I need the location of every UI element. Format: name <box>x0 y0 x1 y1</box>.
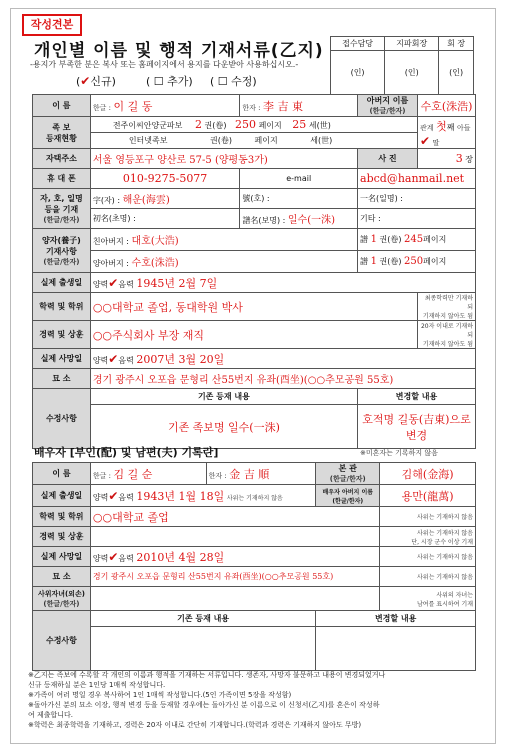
edu-note: 최종학력만 기재하되 기재하지 않아도 됨 <box>417 293 475 321</box>
death-label: 실제 사망일 <box>33 349 91 369</box>
fix-header-new: 변경할 내용 <box>358 389 476 405</box>
approval-table <box>330 36 474 95</box>
spouse-edu-label: 학력 및 학위 <box>33 507 91 527</box>
photo-label: 사 진 <box>358 149 418 169</box>
lineage-row-1[interactable]: 전주이씨안양군파보 2 권(卷) 250 페이지 25 세(世) <box>90 117 417 133</box>
origin-value[interactable]: 김해(金海) <box>380 463 476 485</box>
son-check-icon: ✔ <box>419 133 431 148</box>
sample-stamp: 작성견본 <box>22 14 82 36</box>
spouse-grave-value[interactable]: 경기 광주시 오포읍 문형리 산55번지 유좌(酉坐)(○○추모공원 55호) <box>90 567 379 587</box>
spouse-fix-label: 수정사항 <box>33 611 91 671</box>
lineage-row-2[interactable]: 인터넷족보 권(卷) 페이지 세(世) <box>90 133 417 149</box>
spouse-section-title: 배우자 [부인(配) 및 남편(夫) 기록란] <box>34 446 219 459</box>
footer-line: ※학력은 최종학력을 기재하고, 경력은 20자 이내로 간단히 기재합니다.(학력과 경력은 기재하지 않아도 무방) <box>28 721 362 729</box>
child-label: 사위자녀(외손) (한글/한자) <box>33 587 91 611</box>
approval-seal-3: (인) <box>439 51 474 95</box>
father-label: 아버지 이름 (한글/한자) <box>358 95 418 117</box>
check-mark-icon: ✔ <box>80 74 91 88</box>
footer-line: 여 제출합니다. <box>28 711 74 719</box>
approval-h3: 회 장 <box>439 37 474 51</box>
adopt-label: 양자(養子) 기재사항 (한글/한자) <box>33 229 91 273</box>
name-label: 이 름 <box>33 95 91 117</box>
spouse-note: ※미혼자는 기록하지 않음 <box>360 449 438 457</box>
address-label: 자택주소 <box>33 149 91 169</box>
footer-line: ※乙지는 족보에 수록할 각 개인의 이름과 행적을 기재하는 서류입니다. 생존자, 사망자 불문하고 내용이 변경되었거나 <box>28 671 386 679</box>
grave-label: 묘 소 <box>33 369 91 389</box>
spouse-death-note: 사위는 기재하지 않음 <box>380 547 476 567</box>
address-value[interactable]: 서울 영등포구 양산로 57-5 (양평동3가) <box>90 149 357 169</box>
child-note: 사위의 자녀는 남여를 표시하여 기재 <box>380 587 476 611</box>
career-label: 경력 및 상훈 <box>33 321 91 349</box>
fix-label: 수정사항 <box>33 389 91 449</box>
lineage-label: 족 보 등재현황 <box>33 117 91 149</box>
birth-value: 1945년 2월 7일 <box>136 276 218 290</box>
phone-value[interactable]: 010-9275-5077 <box>90 169 240 189</box>
death-value: 2007년 3월 20일 <box>136 352 225 366</box>
other-cell[interactable]: 기타 : <box>358 209 476 229</box>
spouse-fix-header-new: 변경할 내용 <box>316 611 476 627</box>
relation-cell[interactable]: 관계 첫째 아들✔ 딸 <box>417 117 475 149</box>
career-value[interactable]: ○○주식회사 부장 재직 <box>90 321 417 349</box>
name-han-cell[interactable]: 한자 : 李 吉 東 <box>240 95 358 117</box>
alias-label: 자, 호, 일명 등을 기재 (한글/한자) <box>33 189 91 229</box>
check-add[interactable]: ( ☐ 추가) <box>146 75 193 88</box>
birth-cell[interactable]: 양력✔음력 1945년 2월 7일 <box>90 273 475 293</box>
chomyeong-cell[interactable]: 初名(초명) : <box>90 209 240 229</box>
form-title: 개인별 이름 및 행적 기재서류(乙지) <box>34 41 324 61</box>
person-table <box>32 94 476 449</box>
spouse-grave-note: 사위는 기재하지 않음 <box>380 567 476 587</box>
bio-father-page[interactable]: 譜 1 권(卷) 245페이지 <box>358 229 476 251</box>
spouse-career-label: 경력 및 상훈 <box>33 527 91 547</box>
form-subtitle: -용지가 부족한 분은 복사 또는 홈페이지에서 용지를 다운받아 사용하십시오.- <box>30 60 299 69</box>
spouse-death-cell[interactable]: 양력✔음력 2010년 4월 28일 <box>90 547 379 567</box>
child-value[interactable] <box>90 587 379 611</box>
name-han-value: 李 吉 東 <box>263 99 304 113</box>
edu-value[interactable]: ○○대학교 졸업, 동대학원 박사 <box>90 293 417 321</box>
fix-header-old: 기존 등재 내용 <box>90 389 357 405</box>
spouse-career-note: 사위는 기재하지 않음 단, 시장 군수 이상 기재 <box>380 527 476 547</box>
spouse-birth-cell[interactable]: 양력✔음력 1943년 1월 18일 사위는 기재하지 않음 <box>90 485 315 507</box>
edu-label: 학력 및 학위 <box>33 293 91 321</box>
spouse-fix-new[interactable] <box>316 627 476 671</box>
approval-h1: 접수담당 <box>331 37 385 51</box>
spouse-career-value[interactable] <box>90 527 379 547</box>
ilmyeong-cell[interactable]: 一名(일명) : <box>358 189 476 209</box>
birth-label: 실제 출생일 <box>33 273 91 293</box>
death-cell[interactable]: 양력✔음력 2007년 3월 20일 <box>90 349 475 369</box>
spouse-fix-old[interactable] <box>90 627 315 671</box>
approval-seal-1: (인) <box>331 51 385 95</box>
spouse-father-label: 배우자 아버지 이름 (한글/한자) <box>316 485 380 507</box>
career-note: 20자 이내로 기재하되 기재하지 않아도 됨 <box>417 321 475 349</box>
check-new[interactable]: (✔신규) <box>76 74 116 88</box>
origin-label: 본 관 (한글/한자) <box>316 463 380 485</box>
name-kor-cell[interactable]: 한글 : 이 길 동 <box>90 95 240 117</box>
name-kor-value: 이 길 동 <box>113 99 153 113</box>
approval-seal-2: (인) <box>385 51 439 95</box>
spouse-grave-label: 묘 소 <box>33 567 91 587</box>
bio-father-cell[interactable]: 친아버지 : 대호(大浩) <box>90 229 357 251</box>
footer-notes <box>28 670 480 730</box>
spouse-name-label: 이 름 <box>33 463 91 485</box>
email-label: e-mail <box>240 169 358 189</box>
fix-new-value[interactable]: 호적명 길동(吉東)으로 변경 <box>358 405 476 449</box>
adopt-father-page[interactable]: 譜 1 권(卷) 250페이지 <box>358 251 476 273</box>
footer-line: 신규 등재하실 분은 1인당 1매씩 작성합니다. <box>28 681 166 689</box>
spouse-edu-note: 사위는 기재하지 않음 <box>380 507 476 527</box>
footer-line: ※가족이 여러 명일 경우 복사하여 1인 1매씩 작성합니다.(5인 가족이면 5장을 작성함) <box>28 691 292 699</box>
spouse-table <box>32 462 476 671</box>
grave-value[interactable]: 경기 광주시 오포읍 문형리 산55번지 유좌(酉坐)(○○추모공원 55호) <box>90 369 475 389</box>
ja-cell[interactable]: 字(자) : 해운(海雲) <box>90 189 240 209</box>
spouse-death-label: 실제 사망일 <box>33 547 91 567</box>
email-value[interactable]: abcd@hanmail.net <box>358 169 476 189</box>
check-edit[interactable]: ( ☐ 수정) <box>210 75 257 88</box>
father-value[interactable]: 수호(洙浩) <box>417 95 475 117</box>
spouse-birth-label: 실제 출생일 <box>33 485 91 507</box>
footer-line: ※돌아가신 분의 묘소 이장, 행적 변경 등을 등재할 경우에는 돌아가신 분 이름으로 이 신청서(乙지)를 혼은이 작성하 <box>28 701 380 709</box>
phone-label: 휴 대 폰 <box>33 169 91 189</box>
spouse-father-value[interactable]: 용만(龍萬) <box>380 485 476 507</box>
spouse-name-han-cell[interactable]: 한자 : 金 吉 順 <box>206 463 316 485</box>
spouse-edu-value[interactable]: ○○대학교 졸업 <box>90 507 379 527</box>
bomyeong-cell[interactable]: 譜名(보명) : 일수(一洙) <box>240 209 358 229</box>
fix-old-value[interactable]: 기존 족보명 일수(一洙) <box>90 405 357 449</box>
spouse-name-kor-cell[interactable]: 한글 : 김 길 순 <box>90 463 206 485</box>
adopt-father-cell[interactable]: 양아버지 : 수호(洙浩) <box>90 251 357 273</box>
spouse-fix-header-old: 기존 등재 내용 <box>90 611 315 627</box>
approval-h2: 지파회장 <box>385 37 439 51</box>
photo-count[interactable]: 3 장 <box>417 149 475 169</box>
ho-cell[interactable]: 號(호) : <box>240 189 358 209</box>
